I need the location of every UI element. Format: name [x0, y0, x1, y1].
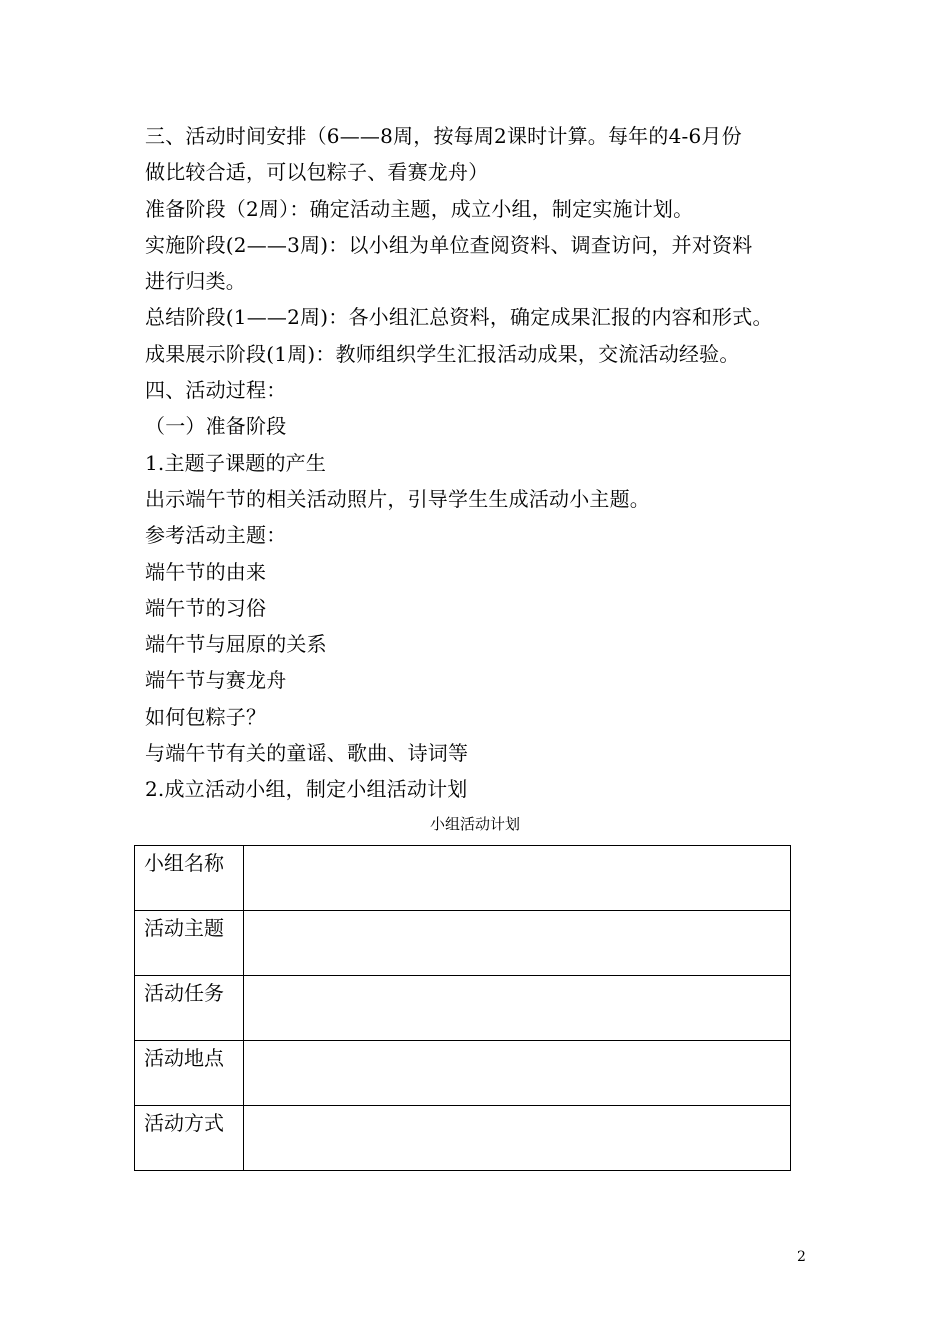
- row-label: 活动地点: [135, 1041, 244, 1106]
- table-row: [135, 911, 791, 976]
- paragraph-line: 总结阶段(1——2周)：各小组汇总资料，确定成果汇报的内容和形式。: [145, 305, 773, 330]
- topic-item: 端午节与赛龙舟: [145, 668, 287, 693]
- row-label: 活动任务: [135, 976, 244, 1041]
- topic-item: 如何包粽子？: [145, 704, 267, 729]
- body-text: [145, 118, 825, 808]
- subheading-form-groups: 2.成立活动小组，制定小组活动计划: [145, 777, 468, 802]
- paragraph-line: 进行归类。: [145, 269, 246, 294]
- subheading-preparation: （一）准备阶段: [145, 414, 287, 439]
- paragraph-line: 准备阶段（2周）：确定活动主题，成立小组，制定实施计划。: [145, 196, 694, 221]
- row-label: 活动主题: [135, 911, 244, 976]
- topic-item: 端午节与屈原的关系: [145, 632, 327, 657]
- paragraph-line: 出示端午节的相关活动照片，引导学生生成活动小主题。: [145, 486, 650, 511]
- row-value-cell: [244, 846, 791, 911]
- row-value-cell: [244, 911, 791, 976]
- heading-process: 四、活动过程：: [145, 378, 287, 403]
- row-value-cell: [244, 1106, 791, 1171]
- table-row: [135, 976, 791, 1041]
- table-caption: 小组活动计划: [429, 815, 520, 833]
- subheading-topic-generation: 1.主题子课题的产生: [145, 450, 327, 475]
- group-plan-table: [134, 845, 791, 1171]
- table-row: [135, 1106, 791, 1171]
- table-row: [135, 1041, 791, 1106]
- page-number: 2: [797, 1249, 806, 1265]
- heading-schedule: 三、活动时间安排（6——8周，按每周2课时计算。每年的4-6月份: [145, 124, 742, 148]
- row-label: 小组名称: [135, 846, 244, 911]
- table-row: [135, 846, 791, 911]
- row-value-cell: [244, 976, 791, 1041]
- paragraph-line: 成果展示阶段(1周)：教师组织学生汇报活动成果，交流活动经验。: [145, 341, 740, 366]
- topic-item: 与端午节有关的童谣、歌曲、诗词等: [145, 741, 469, 766]
- paragraph-line: 参考活动主题：: [145, 523, 287, 548]
- row-label: 活动方式: [135, 1106, 244, 1171]
- topic-item: 端午节的习俗: [145, 595, 267, 620]
- paragraph-line: 实施阶段(2——3周)：以小组为单位查阅资料、调查访问，并对资料: [145, 232, 753, 257]
- topic-item: 端午节的由来: [145, 559, 267, 584]
- paragraph-line: 做比较合适，可以包粽子、看赛龙舟）: [145, 160, 489, 185]
- row-value-cell: [244, 1041, 791, 1106]
